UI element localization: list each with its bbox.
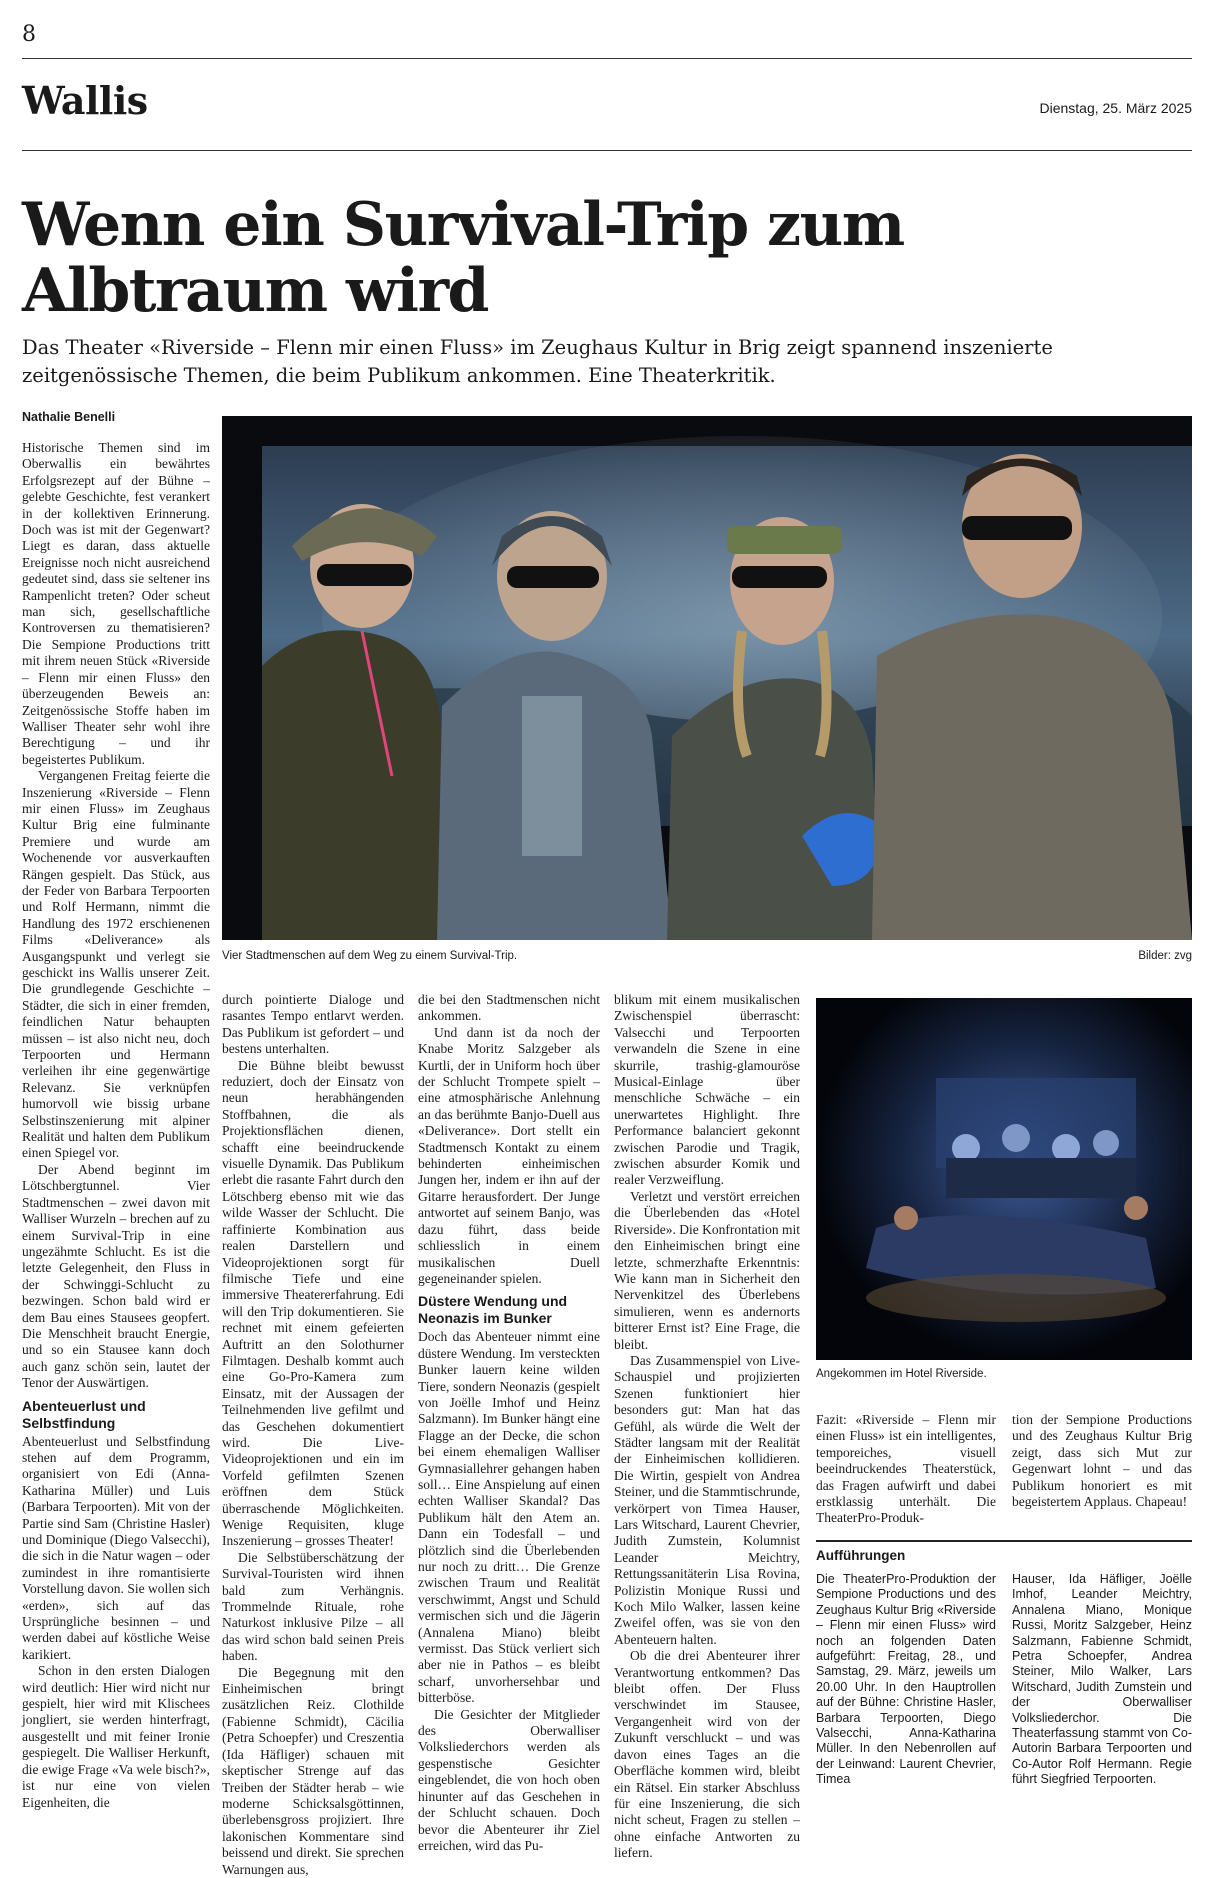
article-column-4 (614, 992, 800, 1862)
paragraph: Fazit: «Riverside – Flenn mir einen Fluss» ist ein intelligentes, temporeiches, visuell beeindruckendes Theaterstück, das Fragen aufwirft und dabei erstklassig unterhält. Die TheaterPro-Produk- (816, 1412, 996, 1526)
paragraph: Historische Themen sind im Oberwallis ein bewährtes Erfolgsrezept auf der Bühne – gelebte Geschichte, fest verankert in der kollektiven Erinnerung. Doch was ist mit der Gegenwart? Liegt es daran, dass aktuelle Ereignisse noch nicht ausreichend gedeutet sind, dass sie seltener ins Rampenlicht treten? Oder scheut man sich, gesellschaftliche Kontroversen zu thematisieren? Die Sempione Productions tritt mit ihrem neuen Stück «Riverside – Flenn mir einen Fluss» den überzeugenden Beweis an: Zeitgenössische Stoffe haben im Walliser Theater sehr wohl ihre Berechtigung – und ihr begeistertes Publikum. (22, 440, 210, 767)
paragraph: durch pointierte Dialoge und rasantes Tempo entlarvt werden. Das Publikum ist gefordert – und bestens unterhalten. (222, 992, 404, 1057)
paragraph: Verletzt und verstört erreichen die Überlebenden das «Hotel Riverside». Die Konfrontation mit den Einheimischen bringt eine letzte, schmerzhafte Erkenntnis: Wie kann man in Sicherheit den Nervenkitzel des Überlebens simulieren, wenn es andernorts bitterer Ernst ist? Eine Frage, die bleibt. (614, 1188, 800, 1352)
article-column-1 (22, 440, 210, 1811)
issue-date: Dienstag, 25. März 2025 (1039, 100, 1192, 116)
paragraph: Und dann ist da noch der Knabe Moritz Salzgeber als Kurtli, der in Uniform hoch über der Schlucht Trompete spielt – eine atmosphärische Anlehnung an das berühmte Banjo-Duell aus «Deliverance». Dort stellt ein Stadtmensch Kontakt zu einem behinderten einheimischen Jungen her, indem er ihn auf der Gitarre herausfordert. Der Junge antwortet auf seinem Banjo, was dazu führt, dass beide schliesslich in einem musikalischen Duell gegeneinander spielen. (418, 1024, 600, 1286)
paragraph: blikum mit einem musikalischen Zwischenspiel überrascht: Valsecchi und Terpoorten verwandeln die Szene in eine skurrile, trashig-glamouröse Musical-Einlage über menschliche Schwäche – ein unerwartetes Highlight. Ihre Performance balanciert gekonnt zwischen Parodie und Tragik, zwischen absurder Komik und realer Verzweiflung. (614, 992, 800, 1188)
info-box-text-right: Hauser, Ida Häfliger, Joëlle Imhof, Leander Meichtry, Annalena Miano, Monique Russi, Moritz Salzgeber, Heinz Salzmann, Fabienne Schmidt, Petra Schoepfer, Andrea Steiner, Milo Walker, Lars Witschard, Judith Zumstein und der Oberwalliser Volksliederchor. Die Theaterfassung stammt von Co-Autorin Barbara Terpoorten und Co-Autor Rolf Hermann. Regie führt Siegfried Terpoorten. (1012, 1572, 1192, 1787)
paragraph: die bei den Stadtmenschen nicht ankommen. (418, 992, 600, 1024)
info-box-title: Aufführungen (816, 1540, 1192, 1563)
paragraph: Schon in den ersten Dialogen wird deutlich: Hier wird nicht nur gespielt, hier wird mit Klischees jongliert, sie werden hinterfragt, ausgestellt und mit feiner Ironie gespiegelt. Die Walliser Herkunft, die ewige Frage «Va wele bisch?», ist nur eine von vielen Eigenheiten, die (22, 1663, 210, 1810)
headline (22, 192, 1172, 324)
paragraph: Die Gesichter der Mitglieder des Oberwalliser Volksliederchors werden als gespenstische Gesichter eingeblendet, die von hoch oben hinunter auf das Geschehen in der Schlucht schauen. Doch bevor die Abenteurer ihr Ziel erreichen, wird das Pu- (418, 1706, 600, 1853)
article-column-5 (816, 1412, 996, 1527)
second-photo-caption: Angekommen im Hotel Riverside. (816, 1368, 987, 1380)
section-rule (22, 150, 1192, 151)
headline-line-1: Wenn ein Survival-Trip zum (22, 190, 904, 260)
paragraph: Die Selbstüberschätzung der Survival-Touristen wird ihnen bald zum Verhängnis. Trommelnde Rituale, rohe Naturkost inklusive Pilze – all das wird schon bald seinen Preis haben. (222, 1549, 404, 1664)
info-box-text-left: Die TheaterPro-Produktion der Sempione Productions und des Zeughaus Kultur Brig «Riverside – Flenn mir einen Fluss» wird noch an folgenden Daten aufgeführt: Freitag, 28., und Samstag, 29. März, jeweils um 20.00 Uhr. In den Hauptrollen auf der Bühne: Christine Hasler, Barbara Terpoorten, Diego Valsecchi, Anna-Katharina Müller. In den Nebenrollen auf der Leinwand: Laurent Chevrier, Timea (816, 1572, 996, 1787)
article-column-3 (418, 992, 600, 1854)
article-column-2 (222, 992, 404, 1878)
paragraph: tion der Sempione Productions und des Zeughaus Kultur Brig zeigt, dass sich Mut zur Gegenwart lohnt – und das Publikum honoriert es mit begeistertem Applaus. Chapeau! (1012, 1412, 1192, 1510)
paragraph: Doch das Abenteuer nimmt eine düstere Wendung. Im versteckten Bunker lauern keine wilden Tiere, sondern Neonazis (gespielt von Joëlle Imhof und Heinz Salzmann). Im Bunker hängt eine Flagge an der Decke, die schon bei einem ehemaligen Walliser Gymnasiallehrer gehangen haben soll… Eine Anspielung auf einen echten Walliser Skandal? Das Publikum hält den Atem an. Dann ein Todesfall – und plötzlich sind die Überlebenden nur noch zu dritt… Die Grenze zwischen Traum und Realität verschwimmt, Angst und Schuld vermischen sich und die Jägerin (Annalena Miano) bleibt vermisst. Das Stück verliert sich aber nie in Pathos – es bleibt scharf, unvorhersehbar und bitterböse. (418, 1329, 600, 1706)
performance-info-box (816, 1540, 1192, 1571)
main-photo (222, 416, 1192, 940)
article-column-6 (1012, 1412, 1192, 1510)
paragraph: Ob die drei Abenteurer ihrer Verantwortung entkommen? Das bleibt offen. Der Fluss verschwindet im Stausee, Vergangenheit wird von der Zukunft verschluckt – und was davon eines Tages an die Oberfläche kommen wird, bleibt ein Rätsel. Ein starker Abschluss für eine Inszenierung, die sich nicht scheut, Fragen zu stellen – ohne einfache Antworten zu liefern. (614, 1648, 800, 1861)
page-number: 8 (22, 22, 36, 47)
paragraph: Die Bühne bleibt bewusst reduziert, doch der Einsatz von neun herabhängenden Stoffbahnen, die als Projektionsflächen dienen, schafft eine beeindruckende visuelle Dynamik. Das Publikum erlebt die rasante Fahrt durch den Lötschberg ebenso mit wie das wilde Wasser der Schlucht. Die raffinierte Kombination aus realen Darstellern und Videoprojektionen sorgt für filmische Tiefe und eine immersive Theatererfahrung. Edi will den Trip dokumentieren. Sie rechnet mit einem gefeierten Auftritt an den Solothurner Filmtagen. Deshalb kommt auch eine Go-Pro-Kamera zum Einsatz, mit der Aussagen der Teilnehmenden live gefilmt und das Geschehen dokumentiert wird. Die Live-Videoprojektionen und ein im Vorfeld gefilmten Szenen eröffnen dem Stück überraschende Möglichkeiten. Wenige Requisiten, kluge Inszenierung – grosses Theater! (222, 1057, 404, 1549)
subheading: Abenteuerlust und Selbstfindung (22, 1397, 146, 1431)
paragraph: Die Begegnung mit den Einheimischen bringt zusätzlichen Reiz. Clothilde (Fabienne Schmidt), Cäcilia (Petra Schoepfer) und Creszentia (Ida Häfliger) schauen mit skeptischer Strenge auf das Treiben der Städter herab – wie moderne Schicksalsgöttinnen, überlebensgross projiziert. Ihre lakonischen Kommentare sind beissend und direkt. Sie sprechen Warnungen aus, (222, 1664, 404, 1877)
headline-line-2: Albtraum wird (22, 256, 489, 326)
subheading: Düstere Wendung und Neonazis im Bunker (418, 1293, 568, 1327)
paragraph: Das Zusammenspiel von Live-Schauspiel und projizierten Szenen funktioniert hier besonders gut: Man hat das Gefühl, als würde die Welt der Städter langsam mit der Realität der Einheimischen kollidieren. Die Wirtin, gespielt von Andrea Steiner, und die Stammtischrunde, verkörpert von Timea Hauser, Lars Witschard, Laurent Chevrier, Judith Zumstein, Kolumnist Leander Meichtry, Rettungssanitäterin Lisa Rovina, Polizistin Monique Russi und Koch Milo Walker, lassen keine Zweifel offen, was sie von den Abenteuern halten. (614, 1352, 800, 1647)
header-rule (22, 58, 1192, 59)
paragraph: Abenteuerlust und Selbstfindung stehen auf dem Programm, organisiert von Edi (Anna-Katharina Müller) und Luis (Barbara Terpoorten). Mit von der Partie sind Sam (Christine Hasler) und Dominique (Diego Valsecchi), die sich in die Natur wagen – oder zumindest in ihre romantisierte Vorstellung davon. Sie wollen sich «erden», sich auf das Ursprüngliche besinnen – und werden dabei auf köstliche Weise karikiert. (22, 1433, 210, 1662)
paragraph: Vergangenen Freitag feierte die Inszenierung «Riverside – Flenn mir einen Fluss» im Zeughaus Kultur Brig eine fulminante Premiere und wurde am Wochenende vor ausverkauften Rängen gespielt. Das Stück, aus der Feder von Barbara Terpoorten und Rolf Hermann, nimmt die Handlung des 1972 erschienenen Films «Deliverance» als Ausgangspunkt und verlegt sie geschickt ins Wallis unserer Zeit. Die grundlegende Geschichte – Städter, die sich in einer fremden, feindlichen Natur behaupten müssen – ist also nicht neu, doch Terpoorten und Hermann verleihen ihr eine gegenwärtige Relevanz. Sie verknüpfen humorvoll wie bissig urbane Selbstinszenierung mit alpiner Realität und halten dem Publikum einen Spiegel vor. (22, 768, 210, 1161)
second-photo (816, 998, 1192, 1360)
author-byline: Nathalie Benelli (22, 410, 116, 424)
paragraph: Der Abend beginnt im Lötschbergtunnel. Vier Stadtmenschen – zwei davon mit Walliser Wurzeln – brechen auf zu einem Survival-Trip in eine ungezähmte Schlucht. Es ist die letzte Gelegenheit, den Fluss in der Schwinggi-Schlucht zu bezwingen. Schon bald wird er dem Bau eines Stausees geopfert. Die Menschheit braucht Energie, und so ein Stausee kann doch auch ganz schön sein, lautet der Tenor der Auswärtigen. (22, 1161, 210, 1391)
second-photo-illustration (816, 998, 1192, 1360)
main-photo-illustration (222, 416, 1192, 940)
photo-credit: Bilder: zvg (1138, 950, 1192, 962)
main-photo-caption: Vier Stadtmenschen auf dem Weg zu einem Survival-Trip. (222, 950, 518, 962)
lead-paragraph: Das Theater «Riverside – Flenn mir einen Fluss» im Zeughaus Kultur in Brig zeigt spannend inszenierte zeitgenössische Themen, die beim Publikum ankommen. Eine Theaterkritik. (22, 336, 1053, 387)
section-title: Wallis (22, 78, 148, 123)
